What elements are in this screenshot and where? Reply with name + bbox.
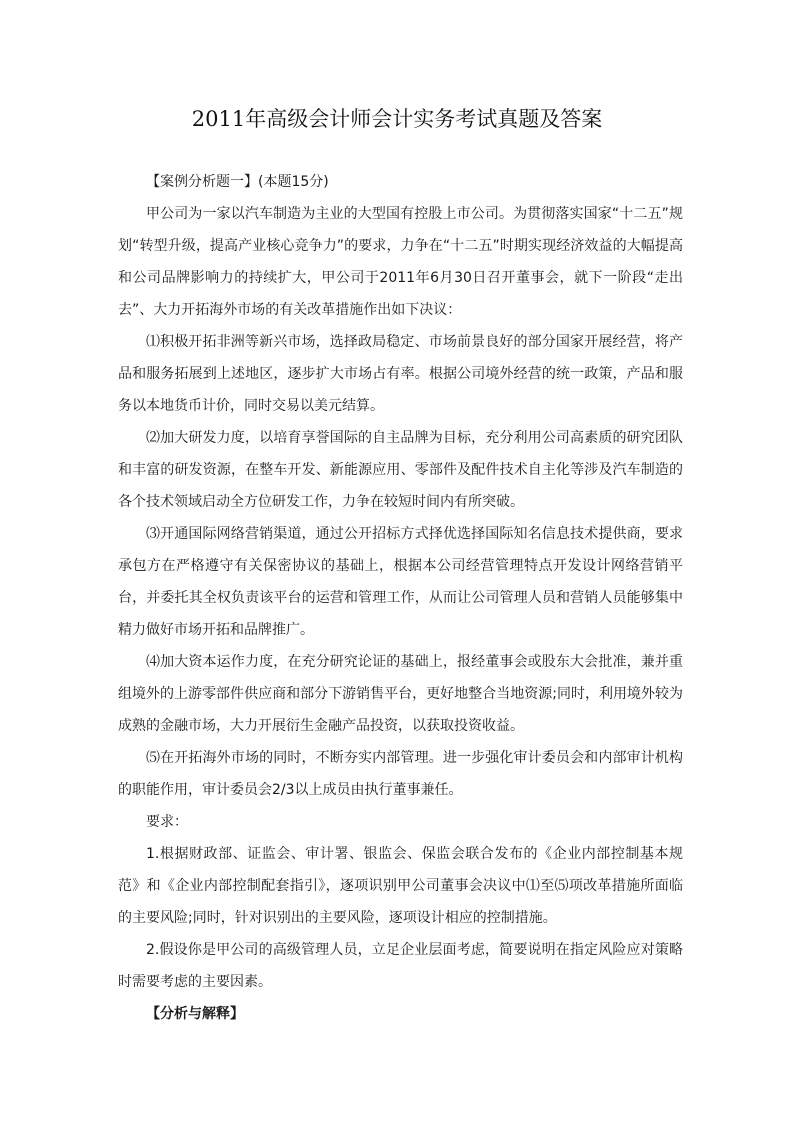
requirement-1: 1.根据财政部、证监会、审计署、银监会、保监会联合发布的《企业内部控制基本规范》和《企业内部控制配套指引》，逐项识别甲公司董事会决议中⑴至⑸项改革措施所面临的主要风险;同时，针对识别出的主要风险，逐项设计相应的控制措施。 — [118, 846, 683, 926]
case-heading: 【案例分析题一】(本题15分) — [146, 174, 329, 190]
resolution-item-1: ⑴积极开拓非洲等新兴市场，选择政局稳定、市场前景良好的部分国家开展经营，将产品和服务拓展到上述地区，逐步扩大市场占有率。根据公司境外经营的统一政策，产品和服务以本地货币计价，同时交易以美元结算。 — [118, 334, 683, 414]
resolution-item-5: ⑸在开拓海外市场的同时，不断夯实内部管理。进一步强化审计委员会和内部审计机构的职能作用，审计委员会2/3以上成员由执行董事兼任。 — [118, 750, 683, 798]
document-title: 2011年高级会计师会计实务考试真题及答案 — [191, 107, 603, 131]
requirement-2: 2.假设你是甲公司的高级管理人员，立足企业层面考虑，简要说明在指定风险应对策略时需要考虑的主要因素。 — [118, 942, 683, 990]
requirements-heading: 要求： — [146, 814, 188, 830]
resolution-item-3: ⑶开通国际网络营销渠道，通过公开招标方式择优选择国际知名信息技术提供商，要求承包方在严格遵守有关保密协议的基础上，根据本公司经营管理特点开发设计网络营销平台，并委托其全权负责该平台的运营和管理工作，从而让公司管理人员和营销人员能够集中精力做好市场开拓和品牌推广。 — [118, 526, 683, 638]
document-body — [118, 166, 683, 1030]
resolution-item-2: ⑵加大研发力度，以培育享誉国际的自主品牌为目标，充分利用公司高素质的研究团队和丰富的研发资源，在整车开发、新能源应用、零部件及配件技术自主化等涉及汽车制造的各个技术领域启动全方位研发工作，力争在较短时间内有所突破。 — [118, 430, 683, 510]
case-intro-paragraph: 甲公司为一家以汽车制造为主业的大型国有控股上市公司。为贯彻落实国家“十二五”规划“转型升级，提高产业核心竞争力”的要求，力争在“十二五”时期实现经济效益的大幅提高和公司品牌影响力的持续扩大，甲公司于2011年6月30日召开董事会，就下一阶段“走出去”、大力开拓海外市场的有关改革措施作出如下决议： — [118, 206, 683, 318]
resolution-item-4: ⑷加大资本运作力度，在充分研究论证的基础上，报经董事会或股东大会批准，兼并重组境外的上游零部件供应商和部分下游销售平台，更好地整合当地资源;同时，利用境外较为成熟的金融市场，大力开展衍生金融产品投资，以获取投资收益。 — [118, 654, 683, 734]
analysis-heading: 【分析与解释】 — [146, 1006, 244, 1022]
